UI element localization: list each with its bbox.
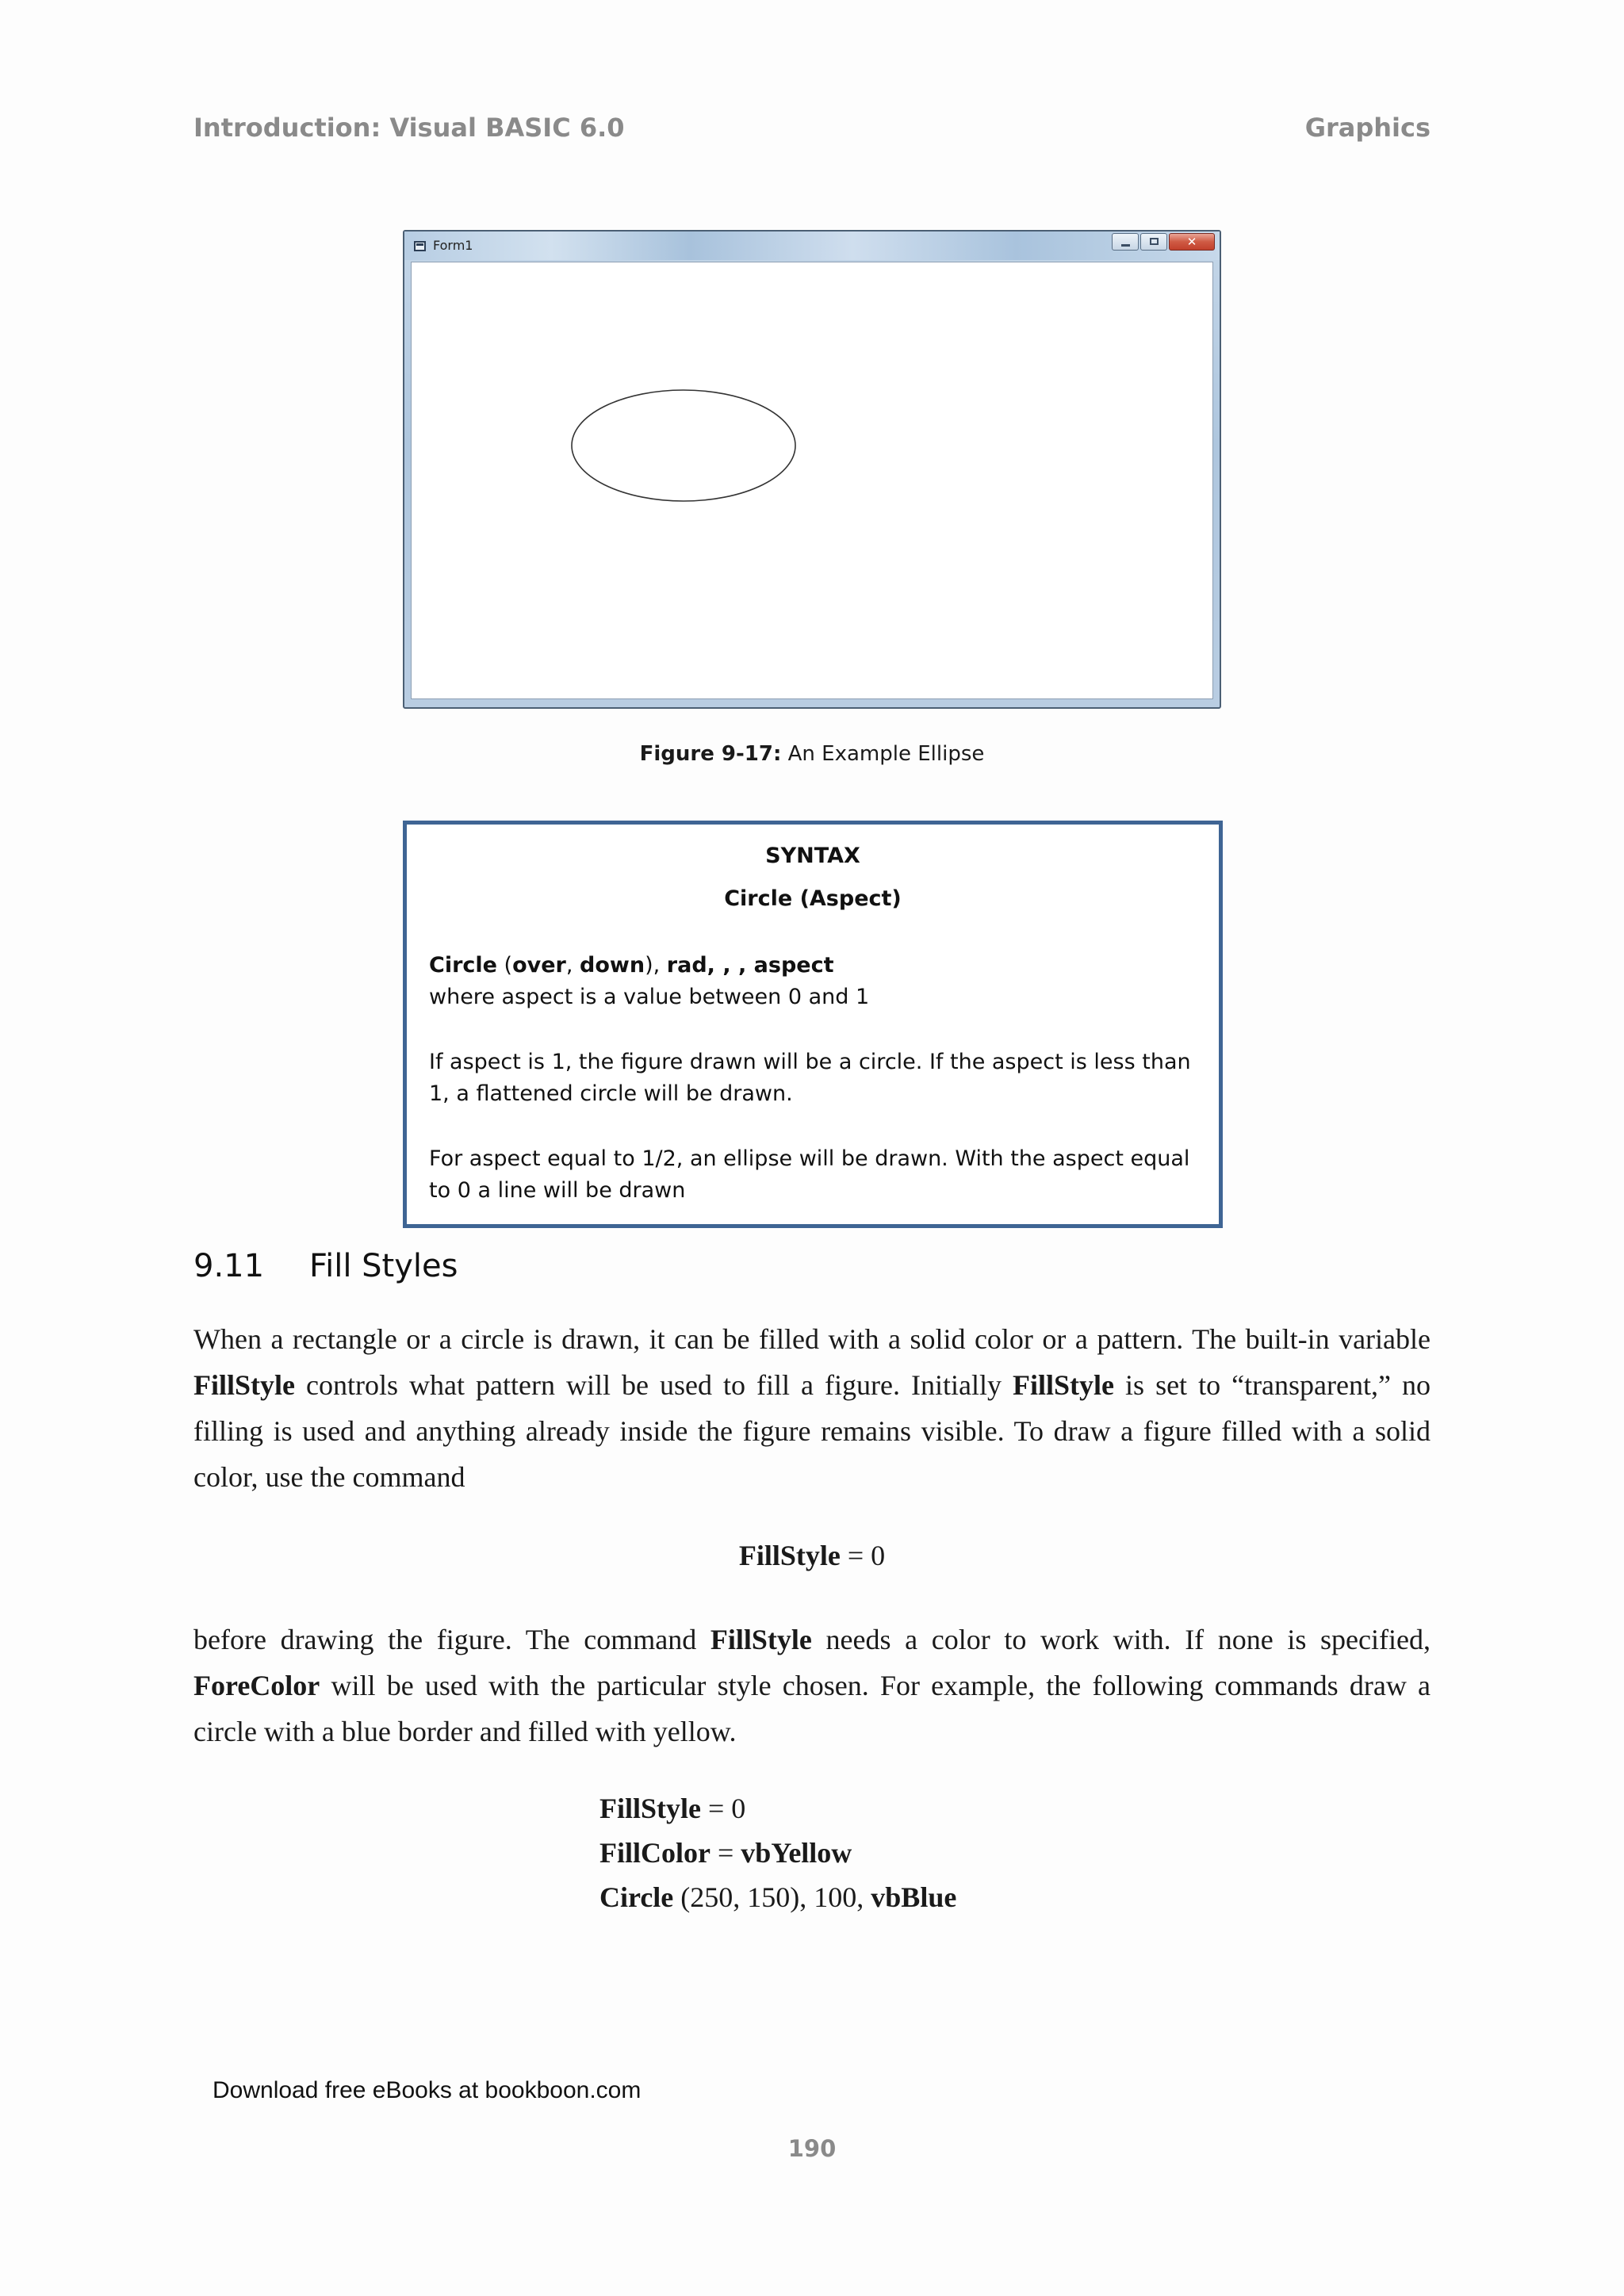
maximize-button[interactable] <box>1140 233 1167 251</box>
text-run: is set to “transparent,” no filling is used and anything already inside the figure remains visible. To draw a figure filled with a solid color, use the command <box>193 1369 1431 1493</box>
page-number: 190 <box>787 2135 837 2162</box>
figure-caption <box>0 742 1624 766</box>
keyword-fillstyle: FillStyle <box>193 1369 295 1401</box>
form-window-title: Form1 <box>433 238 473 253</box>
body-paragraph <box>193 1316 1431 1500</box>
syntax-param-aspect: aspect <box>753 953 834 978</box>
fillstyle-statement <box>0 1539 1624 1572</box>
syntax-commas: , , , <box>707 953 754 978</box>
keyword-fillstyle: FillStyle <box>599 1793 701 1824</box>
syntax-punct: ( <box>496 953 513 978</box>
footer-download-link[interactable]: Download free eBooks at bookboon.com <box>213 2077 642 2103</box>
figure-caption-text: An Example Ellipse <box>781 742 985 766</box>
constant-vbblue: vbBlue <box>871 1881 957 1913</box>
form-window-figure <box>403 230 1221 709</box>
close-icon: ✕ <box>1186 235 1197 249</box>
drawn-ellipse <box>572 390 795 501</box>
minimize-icon <box>1121 244 1130 247</box>
maximize-icon <box>1150 238 1159 245</box>
running-header-left: Introduction: Visual BASIC 6.0 <box>193 113 625 143</box>
syntax-paragraph: If aspect is 1, the figure drawn will be a circle. If the aspect is less than 1, a flattened circle will be drawn. <box>429 1050 1191 1106</box>
code-line <box>599 1792 745 1825</box>
form-canvas <box>412 262 1214 700</box>
close-button[interactable] <box>1169 233 1215 251</box>
form-client-area <box>411 262 1213 699</box>
form-titlebar <box>404 232 1220 260</box>
minimize-button[interactable] <box>1112 233 1139 251</box>
syntax-paragraph: For aspect equal to 1/2, an ellipse will be drawn. With the aspect equal to 0 a line will be drawn <box>429 1146 1190 1203</box>
text-run: = 0 <box>840 1540 886 1571</box>
syntax-param-rad: rad <box>666 953 707 978</box>
text-run: When a rectangle or a circle is drawn, it can be filled with a solid color or a pattern. The built-in variable <box>193 1323 1431 1355</box>
text-run: needs a color to work with. If none is specified, <box>811 1624 1431 1655</box>
syntax-heading: SYNTAX <box>765 844 860 868</box>
text-run: (250, 150), 100, <box>673 1881 871 1913</box>
text-run: controls what pattern will be used to fill a figure. Initially <box>295 1369 1013 1401</box>
keyword-fillstyle: FillStyle <box>1013 1369 1115 1401</box>
section-number: 9.11 <box>193 1248 265 1284</box>
text-run: will be used with the particular style chosen. For example, the following commands draw a circle with a blue border and filled with yellow. <box>193 1670 1431 1747</box>
section-title: Fill Styles <box>309 1248 458 1284</box>
keyword-fillstyle: FillStyle <box>738 1540 841 1571</box>
syntax-box <box>403 821 1223 1228</box>
code-line <box>599 1836 852 1869</box>
section-heading <box>193 1248 458 1284</box>
syntax-punct: , <box>565 953 580 978</box>
keyword-fillcolor: FillColor <box>599 1837 710 1869</box>
text-run: = 0 <box>701 1793 746 1824</box>
text-run: before drawing the figure. The command <box>193 1624 710 1655</box>
keyword-fillstyle: FillStyle <box>710 1624 812 1655</box>
code-line <box>599 1881 956 1914</box>
syntax-keyword-circle: Circle <box>429 953 497 978</box>
keyword-forecolor: ForeColor <box>193 1670 320 1701</box>
constant-vbyellow: vbYellow <box>741 1837 852 1869</box>
syntax-punct: ), <box>645 953 667 978</box>
syntax-param-down: down <box>580 953 645 978</box>
syntax-form <box>429 950 1200 982</box>
figure-caption-label: Figure 9-17: <box>639 742 782 766</box>
keyword-circle: Circle <box>599 1881 674 1913</box>
syntax-subheading: Circle (Aspect) <box>724 886 902 911</box>
syntax-note: where aspect is a value between 0 and 1 <box>429 985 870 1009</box>
syntax-param-over: over <box>512 953 566 978</box>
text-run: = <box>710 1837 741 1869</box>
body-paragraph <box>193 1617 1431 1755</box>
form-window-icon <box>414 241 426 251</box>
running-header-right: Graphics <box>1304 113 1431 143</box>
